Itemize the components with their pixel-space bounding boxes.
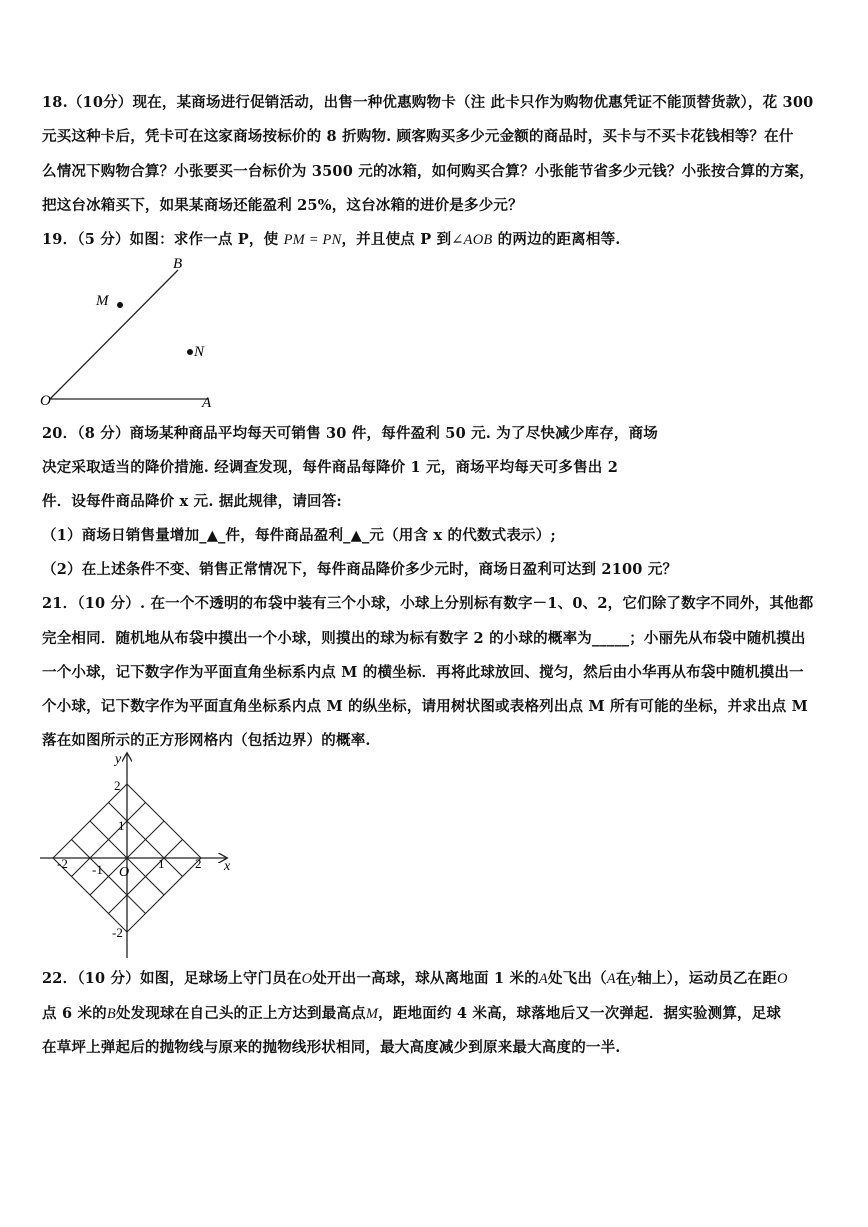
label-b: B: [173, 256, 183, 272]
label-a: A: [202, 395, 212, 411]
q22-text: 处飞出（: [547, 970, 607, 987]
q20-line-2: 决定采取适当的降价措施. 经调查发现，每件商品每降价 1 元，商场平均每天可多售出 2: [42, 459, 619, 476]
q20-part-1: （1）商场日销售量增加_▲_件，每件商品盈利_▲_元（用含 x 的代数式表示）;: [42, 527, 556, 544]
q21-line-3: 一个小球，记下数字作为平面直角坐标系内点 M 的横坐标．再将此球放回、搅匀，然后由小华再从布袋中随机摸出一: [42, 664, 804, 681]
ray-ob: [50, 270, 178, 399]
q22-point-m: M: [365, 1006, 379, 1022]
q22-point-a: A: [538, 971, 548, 987]
q22-text: 在: [615, 970, 631, 987]
q20-line-3: 件．设每件商品降价 x 元. 据此规律，请回答:: [42, 493, 342, 510]
tick-x-neg1: -1: [92, 862, 103, 877]
q22-text: 点 6 米的: [42, 1005, 107, 1022]
q22-text: 处发现球在自己头的正上方达到最高点: [115, 1005, 366, 1022]
q22-point-a: A: [606, 971, 616, 987]
q19-equation: PM = PN: [283, 232, 342, 248]
q22-text: 22．（10 分）如图，足球场上守门员在: [42, 970, 302, 987]
q22-line-1: [42, 967, 788, 988]
q20-line-1: 20．（8 分）商场某种商品平均每天可销售 30 件，每件盈利 50 元. 为了尽快减少库存，商场: [42, 425, 659, 442]
q18-line-3: 么情况下购物合算？小张要买一台标价为 3500 元的冰箱，如何购买合算？小张能节省多少元钱？小张按合算的方案，: [42, 163, 814, 180]
q21-line-4: 个小球，记下数字作为平面直角坐标系内点 M 的纵坐标，请用树状图或表格列出点 M 所有可能的坐标，并求出点 M: [42, 698, 808, 715]
q22-axis-y: y: [630, 971, 638, 987]
q22-line-3: 在草坪上弹起后的抛物线与原来的抛物线形状相同，最大高度减少到原来最大高度的一半.: [42, 1039, 621, 1056]
axis-label-y: y: [115, 752, 122, 767]
label-m: M: [96, 293, 109, 309]
q20-part-2: （2）在上述条件不变、销售正常情况下，每件商品降价多少元时，商场日盈利可达到 2100 元？: [42, 561, 678, 578]
tick-x-2: 2: [195, 856, 202, 871]
q18-line-2: 元买这种卡后，凭卡可在这家商场按标价的 8 折购物. 顾客购买多少元金额的商品时，买卡与不买卡花钱相等？在什: [42, 128, 794, 145]
q19-text-a: 19．（5 分）如图：求作一点 P，使: [42, 231, 284, 248]
q22-line-2: [42, 1002, 781, 1023]
q19-angle-figure: [30, 252, 260, 412]
tick-y-2: 2: [114, 778, 121, 793]
q22-point-o: O: [301, 971, 313, 987]
q22-text: ，距地面约 4 米高，球落地后又一次弹起．据实验测算，足球: [378, 1005, 782, 1022]
point-m: [117, 302, 123, 308]
tick-y-neg2: -2: [112, 925, 123, 940]
q19-angle: ∠AOB: [451, 232, 493, 248]
q21-grid-figure: [30, 750, 260, 965]
q19-text-c: 的两边的距离相等.: [492, 231, 621, 248]
q18-line-1: 18.（10分）现在，某商场进行促销活动，出售一种优惠购物卡（注 此卡只作为购物优惠凭证不能顶替货款），花 300: [42, 94, 814, 111]
q22-point-o: O: [776, 971, 788, 987]
tick-x-neg2: -2: [57, 856, 68, 871]
q22-text: 轴上），运动员乙在距: [637, 970, 777, 987]
q22-text: 处开出一高球，球从离地面 1 米的: [312, 970, 539, 987]
q21-line-5: 落在如图所示的正方形网格内（包括边界）的概率.: [42, 732, 371, 749]
tick-y-1: 1: [118, 818, 125, 833]
label-o: O: [40, 393, 51, 409]
q22-point-b: B: [106, 1006, 116, 1022]
axis-label-x: x: [224, 859, 231, 874]
label-n: N: [194, 344, 205, 360]
point-n: [187, 349, 193, 355]
tick-x-1: 1: [158, 856, 165, 871]
q18-line-4: 把这台冰箱买下，如果某商场还能盈利 25%，这台冰箱的进价是多少元？: [42, 197, 523, 214]
q21-line-1: 21．（10 分）. 在一个不透明的布袋中装有三个小球，小球上分别标有数字－1、0、2，它们除了数字不同外，其他都: [42, 595, 814, 612]
label-origin: O: [119, 865, 130, 880]
q19-text-b: ，并且使点 P 到: [341, 231, 452, 248]
q21-line-2: 完全相同．随机地从布袋中摸出一个小球，则摸出的球为标有数字 2 的小球的概率为_____；小丽先从布袋中随机摸出: [42, 630, 806, 647]
q19-line: [42, 228, 621, 249]
